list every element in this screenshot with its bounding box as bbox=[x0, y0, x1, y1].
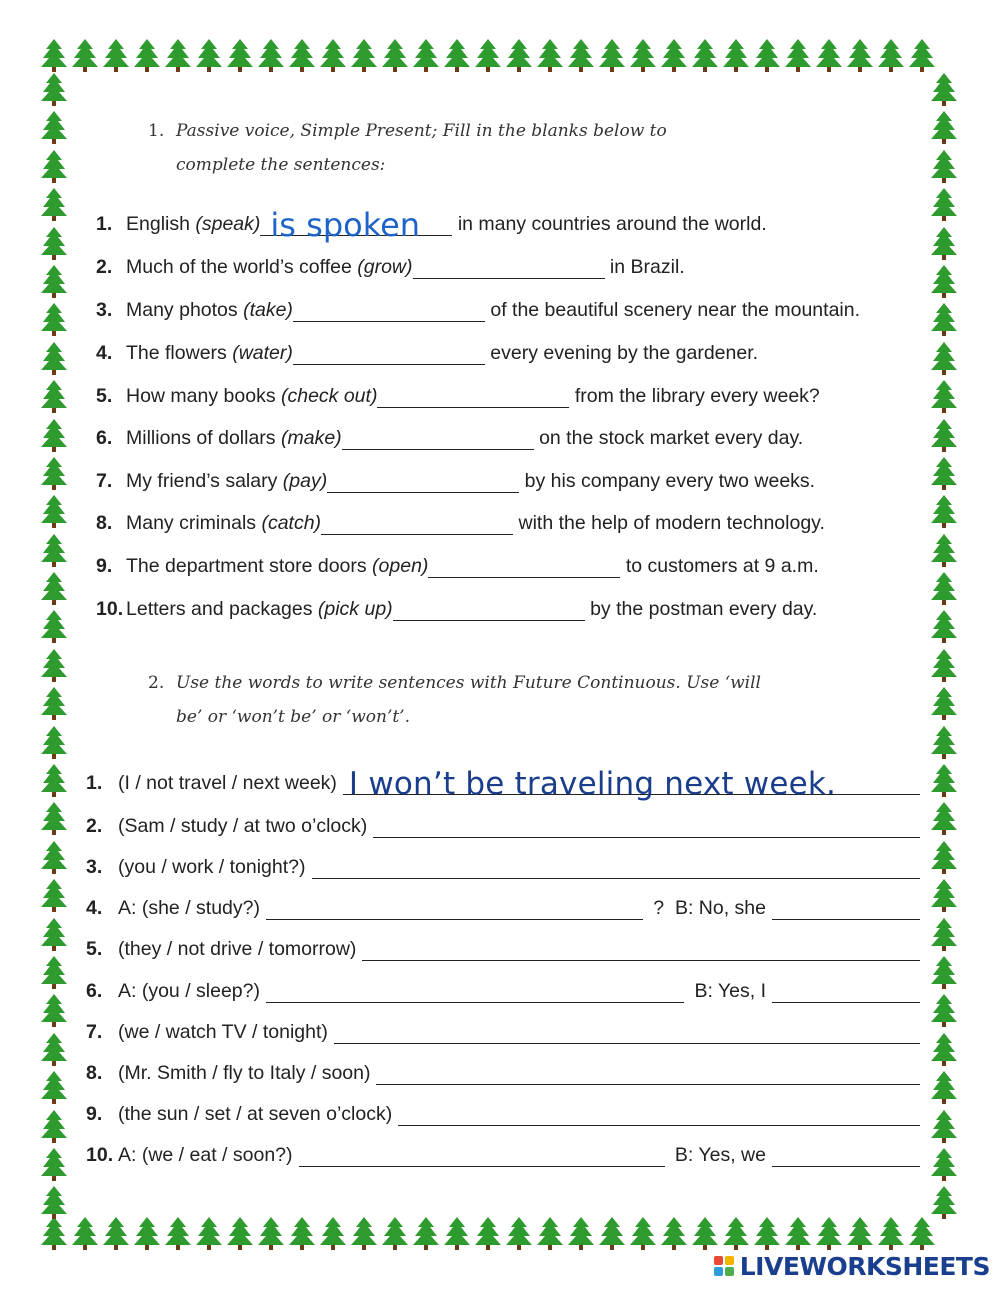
christmas-tree-icon bbox=[930, 917, 958, 951]
item-prompt: (the sun / set / at seven o’clock) bbox=[118, 1103, 393, 1125]
christmas-tree-icon bbox=[40, 379, 68, 413]
item-verb: (check out) bbox=[280, 385, 378, 407]
christmas-tree-icon bbox=[722, 1216, 750, 1250]
item-text-after: every evening by the gardener. bbox=[484, 342, 759, 364]
christmas-tree-icon bbox=[40, 609, 68, 643]
christmas-tree-icon bbox=[288, 1216, 316, 1250]
christmas-tree-icon bbox=[474, 38, 502, 72]
christmas-tree-icon bbox=[930, 725, 958, 759]
christmas-tree-icon bbox=[40, 456, 68, 490]
section1-item bbox=[96, 469, 920, 493]
christmas-tree-icon bbox=[930, 187, 958, 221]
liveworksheets-logo bbox=[714, 1252, 990, 1281]
item-number: 1. bbox=[86, 772, 103, 794]
christmas-tree-icon bbox=[598, 1216, 626, 1250]
christmas-tree-icon bbox=[40, 418, 68, 452]
christmas-tree-icon bbox=[381, 1216, 409, 1250]
christmas-tree-icon bbox=[412, 1216, 440, 1250]
christmas-tree-icon bbox=[40, 686, 68, 720]
item-prompt: (I / not travel / next week) bbox=[118, 772, 337, 794]
answer-blank[interactable] bbox=[327, 472, 519, 493]
answer-blank[interactable] bbox=[373, 817, 920, 838]
christmas-tree-icon bbox=[691, 1216, 719, 1250]
christmas-tree-icon bbox=[226, 1216, 254, 1250]
christmas-tree-icon bbox=[930, 955, 958, 989]
christmas-tree-icon bbox=[930, 1185, 958, 1219]
christmas-tree-icon bbox=[381, 38, 409, 72]
christmas-tree-icon bbox=[930, 840, 958, 874]
christmas-tree-icon bbox=[40, 38, 68, 72]
christmas-tree-icon bbox=[164, 1216, 192, 1250]
item-text-after: in Brazil. bbox=[604, 256, 685, 278]
item-verb: (pay) bbox=[282, 470, 328, 492]
item-number: 8. bbox=[96, 512, 113, 534]
section2-instruction: 2. Use the words to write sentences with Future Continuous. Use ‘will be’ or ‘won’t be’ or ‘won’t’. bbox=[148, 666, 761, 734]
christmas-tree-icon bbox=[930, 993, 958, 1027]
item-prompt: (they / not drive / tomorrow) bbox=[118, 938, 357, 960]
christmas-tree-icon bbox=[930, 686, 958, 720]
section2-item bbox=[86, 937, 920, 961]
answer-blank-a[interactable] bbox=[299, 1146, 665, 1167]
item-number: 5. bbox=[86, 938, 103, 960]
item-text-before: English bbox=[126, 213, 196, 235]
section2-instruction-line1: Use the words to write sentences with Future Continuous. Use ‘will bbox=[176, 673, 761, 693]
christmas-tree-icon bbox=[40, 878, 68, 912]
section1-instruction: 1. Passive voice, Simple Present; Fill in the blanks below to complete the sentences: bbox=[148, 114, 667, 182]
answer-blank[interactable] bbox=[321, 514, 513, 535]
item-mid: ? B: No, she bbox=[653, 897, 766, 919]
christmas-tree-icon bbox=[505, 1216, 533, 1250]
christmas-tree-icon bbox=[877, 38, 905, 72]
item-prompt: (Sam / study / at two o’clock) bbox=[118, 815, 368, 837]
item-number: 8. bbox=[86, 1062, 103, 1084]
christmas-tree-icon bbox=[40, 1032, 68, 1066]
christmas-tree-icon bbox=[908, 38, 936, 72]
answer-blank[interactable] bbox=[334, 1023, 920, 1044]
item-text-before: The flowers bbox=[126, 342, 233, 364]
item-prompt: A: (you / sleep?) bbox=[118, 980, 260, 1002]
tree-border-right bbox=[930, 72, 958, 1219]
answer-blank-a[interactable] bbox=[266, 899, 643, 920]
christmas-tree-icon bbox=[443, 1216, 471, 1250]
answer-blank[interactable] bbox=[393, 600, 585, 621]
tree-border-bottom bbox=[40, 1216, 936, 1250]
christmas-tree-icon bbox=[930, 72, 958, 106]
item-text-after: on the stock market every day. bbox=[533, 427, 804, 449]
christmas-tree-icon bbox=[536, 38, 564, 72]
answer-blank[interactable] bbox=[413, 258, 605, 279]
item-number: 9. bbox=[86, 1103, 103, 1125]
tree-border-top bbox=[40, 38, 936, 72]
answer-blank[interactable] bbox=[398, 1105, 920, 1126]
christmas-tree-icon bbox=[40, 840, 68, 874]
christmas-tree-icon bbox=[753, 1216, 781, 1250]
christmas-tree-icon bbox=[930, 264, 958, 298]
christmas-tree-icon bbox=[71, 38, 99, 72]
christmas-tree-icon bbox=[40, 494, 68, 528]
item-verb: (speak) bbox=[195, 213, 261, 235]
section2-item bbox=[86, 896, 920, 920]
item-mid: B: Yes, we bbox=[674, 1144, 766, 1166]
christmas-tree-icon bbox=[930, 533, 958, 567]
item-number: 7. bbox=[86, 1021, 103, 1043]
answer-blank[interactable] bbox=[312, 858, 921, 879]
christmas-tree-icon bbox=[319, 1216, 347, 1250]
answer-blank-a[interactable] bbox=[266, 982, 684, 1003]
christmas-tree-icon bbox=[930, 418, 958, 452]
christmas-tree-icon bbox=[40, 1070, 68, 1104]
item-number: 7. bbox=[96, 470, 113, 492]
item-verb: (grow) bbox=[357, 256, 413, 278]
answer-blank[interactable] bbox=[342, 429, 534, 450]
christmas-tree-icon bbox=[846, 1216, 874, 1250]
item-number: 2. bbox=[86, 815, 103, 837]
item-number: 10. bbox=[86, 1144, 114, 1166]
section1-item bbox=[96, 597, 920, 621]
item-text-after: to customers at 9 a.m. bbox=[620, 555, 819, 577]
item-number: 6. bbox=[96, 427, 113, 449]
answer-blank[interactable] bbox=[293, 301, 485, 322]
christmas-tree-icon bbox=[226, 38, 254, 72]
section1-item bbox=[96, 298, 920, 322]
christmas-tree-icon bbox=[257, 38, 285, 72]
christmas-tree-icon bbox=[350, 38, 378, 72]
christmas-tree-icon bbox=[877, 1216, 905, 1250]
christmas-tree-icon bbox=[40, 763, 68, 797]
christmas-tree-icon bbox=[443, 38, 471, 72]
christmas-tree-icon bbox=[40, 533, 68, 567]
christmas-tree-icon bbox=[930, 149, 958, 183]
section2-item bbox=[86, 855, 920, 879]
item-number: 3. bbox=[86, 856, 103, 878]
christmas-tree-icon bbox=[40, 110, 68, 144]
christmas-tree-icon bbox=[474, 1216, 502, 1250]
christmas-tree-icon bbox=[40, 226, 68, 260]
item-text-after: in many countries around the world. bbox=[452, 213, 767, 235]
christmas-tree-icon bbox=[40, 72, 68, 106]
section2-instruction-line2: be’ or ‘won’t be’ or ‘won’t’. bbox=[176, 707, 410, 727]
christmas-tree-icon bbox=[40, 1216, 68, 1250]
section1-item bbox=[96, 341, 920, 365]
section1-instruction-line2: complete the sentences: bbox=[176, 155, 386, 175]
item-number: 4. bbox=[96, 342, 113, 364]
christmas-tree-icon bbox=[40, 1147, 68, 1181]
christmas-tree-icon bbox=[567, 38, 595, 72]
liveworksheets-logo-text: LIVEWORKSHEETS bbox=[739, 1252, 990, 1281]
item-text-after: by the postman every day. bbox=[584, 598, 818, 620]
christmas-tree-icon bbox=[908, 1216, 936, 1250]
christmas-tree-icon bbox=[846, 38, 874, 72]
christmas-tree-icon bbox=[40, 149, 68, 183]
item-verb: (take) bbox=[243, 299, 293, 321]
christmas-tree-icon bbox=[629, 38, 657, 72]
item-prompt: (you / work / tonight?) bbox=[118, 856, 306, 878]
item-verb: (pick up) bbox=[317, 598, 393, 620]
christmas-tree-icon bbox=[930, 648, 958, 682]
christmas-tree-icon bbox=[40, 801, 68, 835]
christmas-tree-icon bbox=[40, 917, 68, 951]
answer-blank[interactable] bbox=[260, 206, 452, 244]
item-text-after: from the library every week? bbox=[569, 385, 820, 407]
section1-item bbox=[96, 511, 920, 535]
christmas-tree-icon bbox=[40, 993, 68, 1027]
section2-item bbox=[86, 1020, 920, 1044]
christmas-tree-icon bbox=[930, 878, 958, 912]
item-number: 4. bbox=[86, 897, 103, 919]
item-verb: (catch) bbox=[261, 512, 322, 534]
item-number: 9. bbox=[96, 555, 113, 577]
item-text-before: Many photos bbox=[126, 299, 244, 321]
christmas-tree-icon bbox=[815, 38, 843, 72]
item-text-before: Many criminals bbox=[126, 512, 262, 534]
christmas-tree-icon bbox=[40, 341, 68, 375]
christmas-tree-icon bbox=[930, 801, 958, 835]
christmas-tree-icon bbox=[102, 1216, 130, 1250]
section1-item bbox=[96, 426, 920, 450]
christmas-tree-icon bbox=[930, 379, 958, 413]
christmas-tree-icon bbox=[930, 456, 958, 490]
christmas-tree-icon bbox=[722, 38, 750, 72]
christmas-tree-icon bbox=[930, 226, 958, 260]
christmas-tree-icon bbox=[930, 1147, 958, 1181]
answer-blank[interactable] bbox=[428, 557, 620, 578]
christmas-tree-icon bbox=[629, 1216, 657, 1250]
christmas-tree-icon bbox=[536, 1216, 564, 1250]
item-text-before: Much of the world’s coffee bbox=[126, 256, 358, 278]
item-text-after: of the beautiful scenery near the mountain. bbox=[484, 299, 861, 321]
answer-blank[interactable] bbox=[376, 1064, 920, 1085]
christmas-tree-icon bbox=[660, 1216, 688, 1250]
section2-item bbox=[86, 1061, 920, 1085]
christmas-tree-icon bbox=[784, 38, 812, 72]
tree-border-left bbox=[40, 72, 68, 1219]
item-text-after: with the help of modern technology. bbox=[513, 512, 825, 534]
christmas-tree-icon bbox=[691, 38, 719, 72]
section1-item bbox=[96, 384, 920, 408]
item-text-before: Letters and packages bbox=[126, 598, 318, 620]
item-verb: (water) bbox=[232, 342, 293, 364]
christmas-tree-icon bbox=[930, 302, 958, 336]
item-text-before: The department store doors bbox=[126, 555, 373, 577]
christmas-tree-icon bbox=[505, 38, 533, 72]
christmas-tree-icon bbox=[102, 38, 130, 72]
christmas-tree-icon bbox=[288, 38, 316, 72]
answer-blank-b[interactable] bbox=[772, 982, 920, 1003]
christmas-tree-icon bbox=[71, 1216, 99, 1250]
answer-blank[interactable] bbox=[293, 344, 485, 365]
item-prompt: (Mr. Smith / fly to Italy / soon) bbox=[118, 1062, 371, 1084]
answer-blank-b[interactable] bbox=[772, 1146, 920, 1167]
christmas-tree-icon bbox=[930, 763, 958, 797]
christmas-tree-icon bbox=[815, 1216, 843, 1250]
christmas-tree-icon bbox=[40, 648, 68, 682]
item-verb: (open) bbox=[372, 555, 429, 577]
item-number: 3. bbox=[96, 299, 113, 321]
christmas-tree-icon bbox=[195, 38, 223, 72]
christmas-tree-icon bbox=[40, 264, 68, 298]
item-number: 10. bbox=[96, 598, 124, 620]
christmas-tree-icon bbox=[598, 38, 626, 72]
christmas-tree-icon bbox=[257, 1216, 285, 1250]
item-number: 1. bbox=[96, 213, 113, 235]
christmas-tree-icon bbox=[930, 1109, 958, 1143]
christmas-tree-icon bbox=[40, 955, 68, 989]
christmas-tree-icon bbox=[930, 341, 958, 375]
christmas-tree-icon bbox=[319, 38, 347, 72]
item-text-before: How many books bbox=[126, 385, 281, 407]
section2-item bbox=[86, 766, 920, 802]
item-verb: (make) bbox=[280, 427, 342, 449]
item-mid: B: Yes, I bbox=[694, 980, 766, 1002]
christmas-tree-icon bbox=[350, 1216, 378, 1250]
section2-item bbox=[86, 979, 920, 1003]
christmas-tree-icon bbox=[133, 38, 161, 72]
christmas-tree-icon bbox=[40, 725, 68, 759]
answer-text: is spoken bbox=[270, 206, 421, 244]
christmas-tree-icon bbox=[567, 1216, 595, 1250]
christmas-tree-icon bbox=[930, 1070, 958, 1104]
christmas-tree-icon bbox=[930, 609, 958, 643]
christmas-tree-icon bbox=[40, 302, 68, 336]
christmas-tree-icon bbox=[412, 38, 440, 72]
christmas-tree-icon bbox=[784, 1216, 812, 1250]
christmas-tree-icon bbox=[40, 571, 68, 605]
christmas-tree-icon bbox=[40, 1185, 68, 1219]
christmas-tree-icon bbox=[164, 38, 192, 72]
christmas-tree-icon bbox=[930, 1032, 958, 1066]
christmas-tree-icon bbox=[133, 1216, 161, 1250]
item-number: 2. bbox=[96, 256, 113, 278]
liveworksheets-logo-icon bbox=[714, 1256, 736, 1278]
christmas-tree-icon bbox=[930, 110, 958, 144]
christmas-tree-icon bbox=[930, 494, 958, 528]
section1-item bbox=[96, 206, 920, 244]
christmas-tree-icon bbox=[660, 38, 688, 72]
answer-blank[interactable] bbox=[377, 387, 569, 408]
answer-blank[interactable] bbox=[362, 940, 920, 961]
christmas-tree-icon bbox=[40, 1109, 68, 1143]
item-prompt: A: (we / eat / soon?) bbox=[118, 1144, 293, 1166]
item-text-before: Millions of dollars bbox=[126, 427, 281, 449]
section2-item bbox=[86, 814, 920, 838]
christmas-tree-icon bbox=[930, 571, 958, 605]
item-prompt: (we / watch TV / tonight) bbox=[118, 1021, 328, 1043]
answer-blank[interactable] bbox=[343, 766, 920, 802]
section1-item bbox=[96, 554, 920, 578]
answer-blank-b[interactable] bbox=[772, 899, 920, 920]
item-text-before: My friend’s salary bbox=[126, 470, 283, 492]
section2-item bbox=[86, 1143, 920, 1167]
item-text-after: by his company every two weeks. bbox=[519, 470, 816, 492]
item-prompt: A: (she / study?) bbox=[118, 897, 260, 919]
christmas-tree-icon bbox=[195, 1216, 223, 1250]
section1-instruction-line1: Passive voice, Simple Present; Fill in the blanks below to bbox=[176, 121, 667, 141]
christmas-tree-icon bbox=[753, 38, 781, 72]
item-number: 6. bbox=[86, 980, 103, 1002]
item-number: 5. bbox=[96, 385, 113, 407]
section1-item bbox=[96, 255, 920, 279]
section2-item bbox=[86, 1102, 920, 1126]
christmas-tree-icon bbox=[40, 187, 68, 221]
answer-text: I won’t be traveling next week. bbox=[348, 766, 837, 802]
